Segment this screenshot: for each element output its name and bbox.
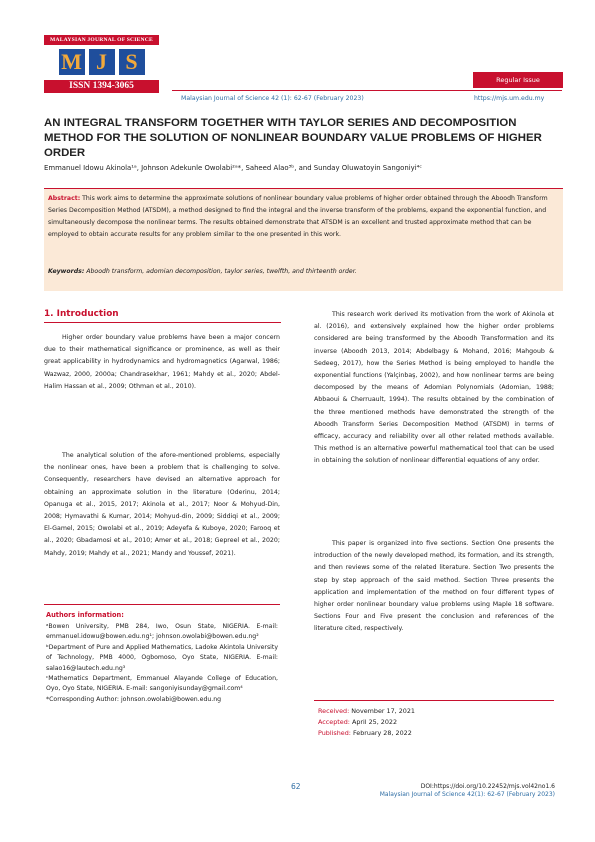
date-published-label: Published:	[318, 729, 351, 737]
intro-paragraph-2: The analytical solution of the afore-mentioned problems, especially the nonlinear ones, have been a problem that is challenging to solve. Consequently, researchers have devised an alternative approach for obtaining an approximate solution in the literature (Oderinu, 2014; Opanuga et al., 2015, 2017; Akinola et al., 2017; Noor & Mohyud-Din, 2008; Hymavathi & Kumar, 2014; Mohyud-din, 2009; Siddiqi et al., 2009; El-Gamel, 2015; Owolabi et al., 2019; Adeyefa & Kuboye, 2020; Farooq et al., 2020; Gbadamosi et al., 2010; Amer et al., 2018; Gepreel et al., 2020; Mahdy, 2019; Mahdy et al., 2021; Mandy and Youssef, 2021).	[44, 452, 280, 557]
dates-divider	[314, 700, 554, 701]
header-journal-reference: Malaysian Journal of Science 42 (1): 62-67 (February 2023)	[181, 95, 364, 102]
journal-url-link[interactable]: https://mjs.um.edu.my	[474, 95, 545, 102]
author-affiliation-b: ᵇDepartment of Pure and Applied Mathematics, Ladoke Akintola University of Technology, PMB 4000, Ogbomoso, Oyo State, NIGERIA. E-mail: salao16@lautech.edu.ng³	[46, 643, 278, 672]
date-received	[318, 707, 415, 715]
keywords-label: Keywords:	[48, 268, 85, 275]
journal-logo	[44, 35, 159, 95]
intro-paragraph-4: This paper is organized into five sections. Section One presents the introduction of the newly developed method, its formation, and its strength, and then reviews some of the related literature. Section Two presents the step by step approach of the said method. Section Three presents the application and implementation of the method on four different types of higher order nonlinear boundary value problems using Maple 18 software. Sections Four and Five present the conclusion and references of the literature cited, respectively.	[314, 540, 554, 633]
logo-journal-name: MALAYSIAN JOURNAL OF SCIENCE	[44, 35, 159, 45]
section-divider	[44, 322, 281, 323]
date-received-label: Received:	[318, 707, 350, 715]
date-accepted-label: Accepted:	[318, 718, 350, 726]
keywords	[48, 268, 558, 275]
abstract-body: This work aims to determine the approximate solutions of nonlinear boundary value problems of higher order obtained through the Aboodh Transform Series Decomposition Method (ATSDM), a method designed to find the integral and the inverse transform of the problems, expand the exponential function, and simultaneously decompose the nonlinear terms. The results obtained demonstrate that ATSDM is an excellent and trusted approximate method that can be employed to obtain accurate results for any problem similar to the one presented in this work.	[48, 195, 548, 238]
logo-letter-j: J	[89, 49, 115, 75]
paper-title: AN INTEGRAL TRANSFORM TOGETHER WITH TAYLOR SERIES AND DECOMPOSITION METHOD FOR THE SOLUTION OF NONLINEAR BOUNDARY VALUE PROBLEMS OF HIGHER ORDER	[44, 117, 542, 160]
date-accepted	[318, 718, 397, 726]
page-number: 62	[291, 782, 301, 791]
section-heading-introduction: 1. Introduction	[44, 309, 119, 319]
logo-issn: ISSN 1394-3065	[44, 80, 159, 93]
logo-letter-m: M	[59, 49, 85, 75]
author-affiliation-c: ᶜMathematics Department, Emmanuel Alayande College of Education, Oyo, Oyo State, NIGERIA. E-mail: sangoniyisunday@gmail.com⁴	[46, 675, 278, 693]
intro-paragraph-3: This research work derived its motivation from the work of Akinola et al. (2016), and extensively explained how the higher order problems considered are being transformed by the Aboodh Transformation and its inverse (Aboodh 2013, 2014; Abdelbagy & Mohand, 2016; Mahgoub & Sedeeg, 2017), how the Series Method is being employed to handle the exponential functions (Yalçinbaş, 2002), and how nonlinear terms are being decomposed by the means of Adomian Polynomials (Adomian, 1988; Abbaoui & Cherruault, 1994). The results obtained by the combination of the three mentioned methods have demonstrated the strength of the Aboodh Transform Series Decomposition Method (ATSDM) in terms of efficacy, accuracy and reliability over all other related methods available. This method is an alternative powerful mathematical tool that can be used in obtaining the solution of nonlinear differential equations of any order.	[314, 311, 554, 465]
author-affiliation-a: ᵃBowen University, PMB 284, Iwo, Osun State, NIGERIA. E-mail: emmanuel.idowu@bowen.edu.ng¹; johnson.owolabi@bowen.edu.ng²	[46, 623, 278, 641]
logo-letter-s: S	[119, 49, 145, 75]
doi-link[interactable]: DOI:https://doi.org/10.22452/mjs.vol42no1.6	[420, 783, 555, 790]
author-list: Emmanuel Idowu Akinola¹ᵃ, Johnson Adekunle Owolabi²ᵃ*, Saheed Alao³ᵇ, and Sunday Oluwatoyin Sangoniyi⁴ᶜ	[44, 164, 422, 172]
keywords-list: Aboodh transform, adomian decomposition, taylor series, twelfth, and thirteenth order.	[84, 268, 357, 275]
date-received-value: November 17, 2021	[349, 707, 416, 715]
abstract	[48, 193, 558, 241]
date-published	[318, 729, 412, 737]
logo-letters	[44, 49, 159, 75]
abstract-label: Abstract:	[48, 195, 81, 202]
corresponding-author: *Corresponding Author: johnson.owolabi@bowen.edu.ng	[46, 695, 222, 703]
date-published-value: February 28, 2022	[350, 729, 412, 737]
issue-type-badge: Regular Issue	[473, 72, 563, 88]
date-accepted-value: April 25, 2022	[349, 718, 398, 726]
author-info-title: Authors information:	[46, 611, 124, 619]
footer-journal-reference: Malaysian Journal of Science 42(1): 62-67 (February 2023)	[379, 791, 555, 798]
header-divider	[172, 90, 562, 91]
intro-paragraph-1: Higher order boundary value problems have been a major concern due to their mathematical significance or prominence, as well as their great applicability in hydrodynamics and hydromagnetics (Agarwal, 1986; Wazwaz, 2000, 2000a; Chandrasekhar, 1961; Mahdy et al., 2020; Abdel-Halim Hassan et al., 2009; Othman et al., 2010).	[44, 334, 280, 390]
author-info-list	[46, 622, 278, 705]
